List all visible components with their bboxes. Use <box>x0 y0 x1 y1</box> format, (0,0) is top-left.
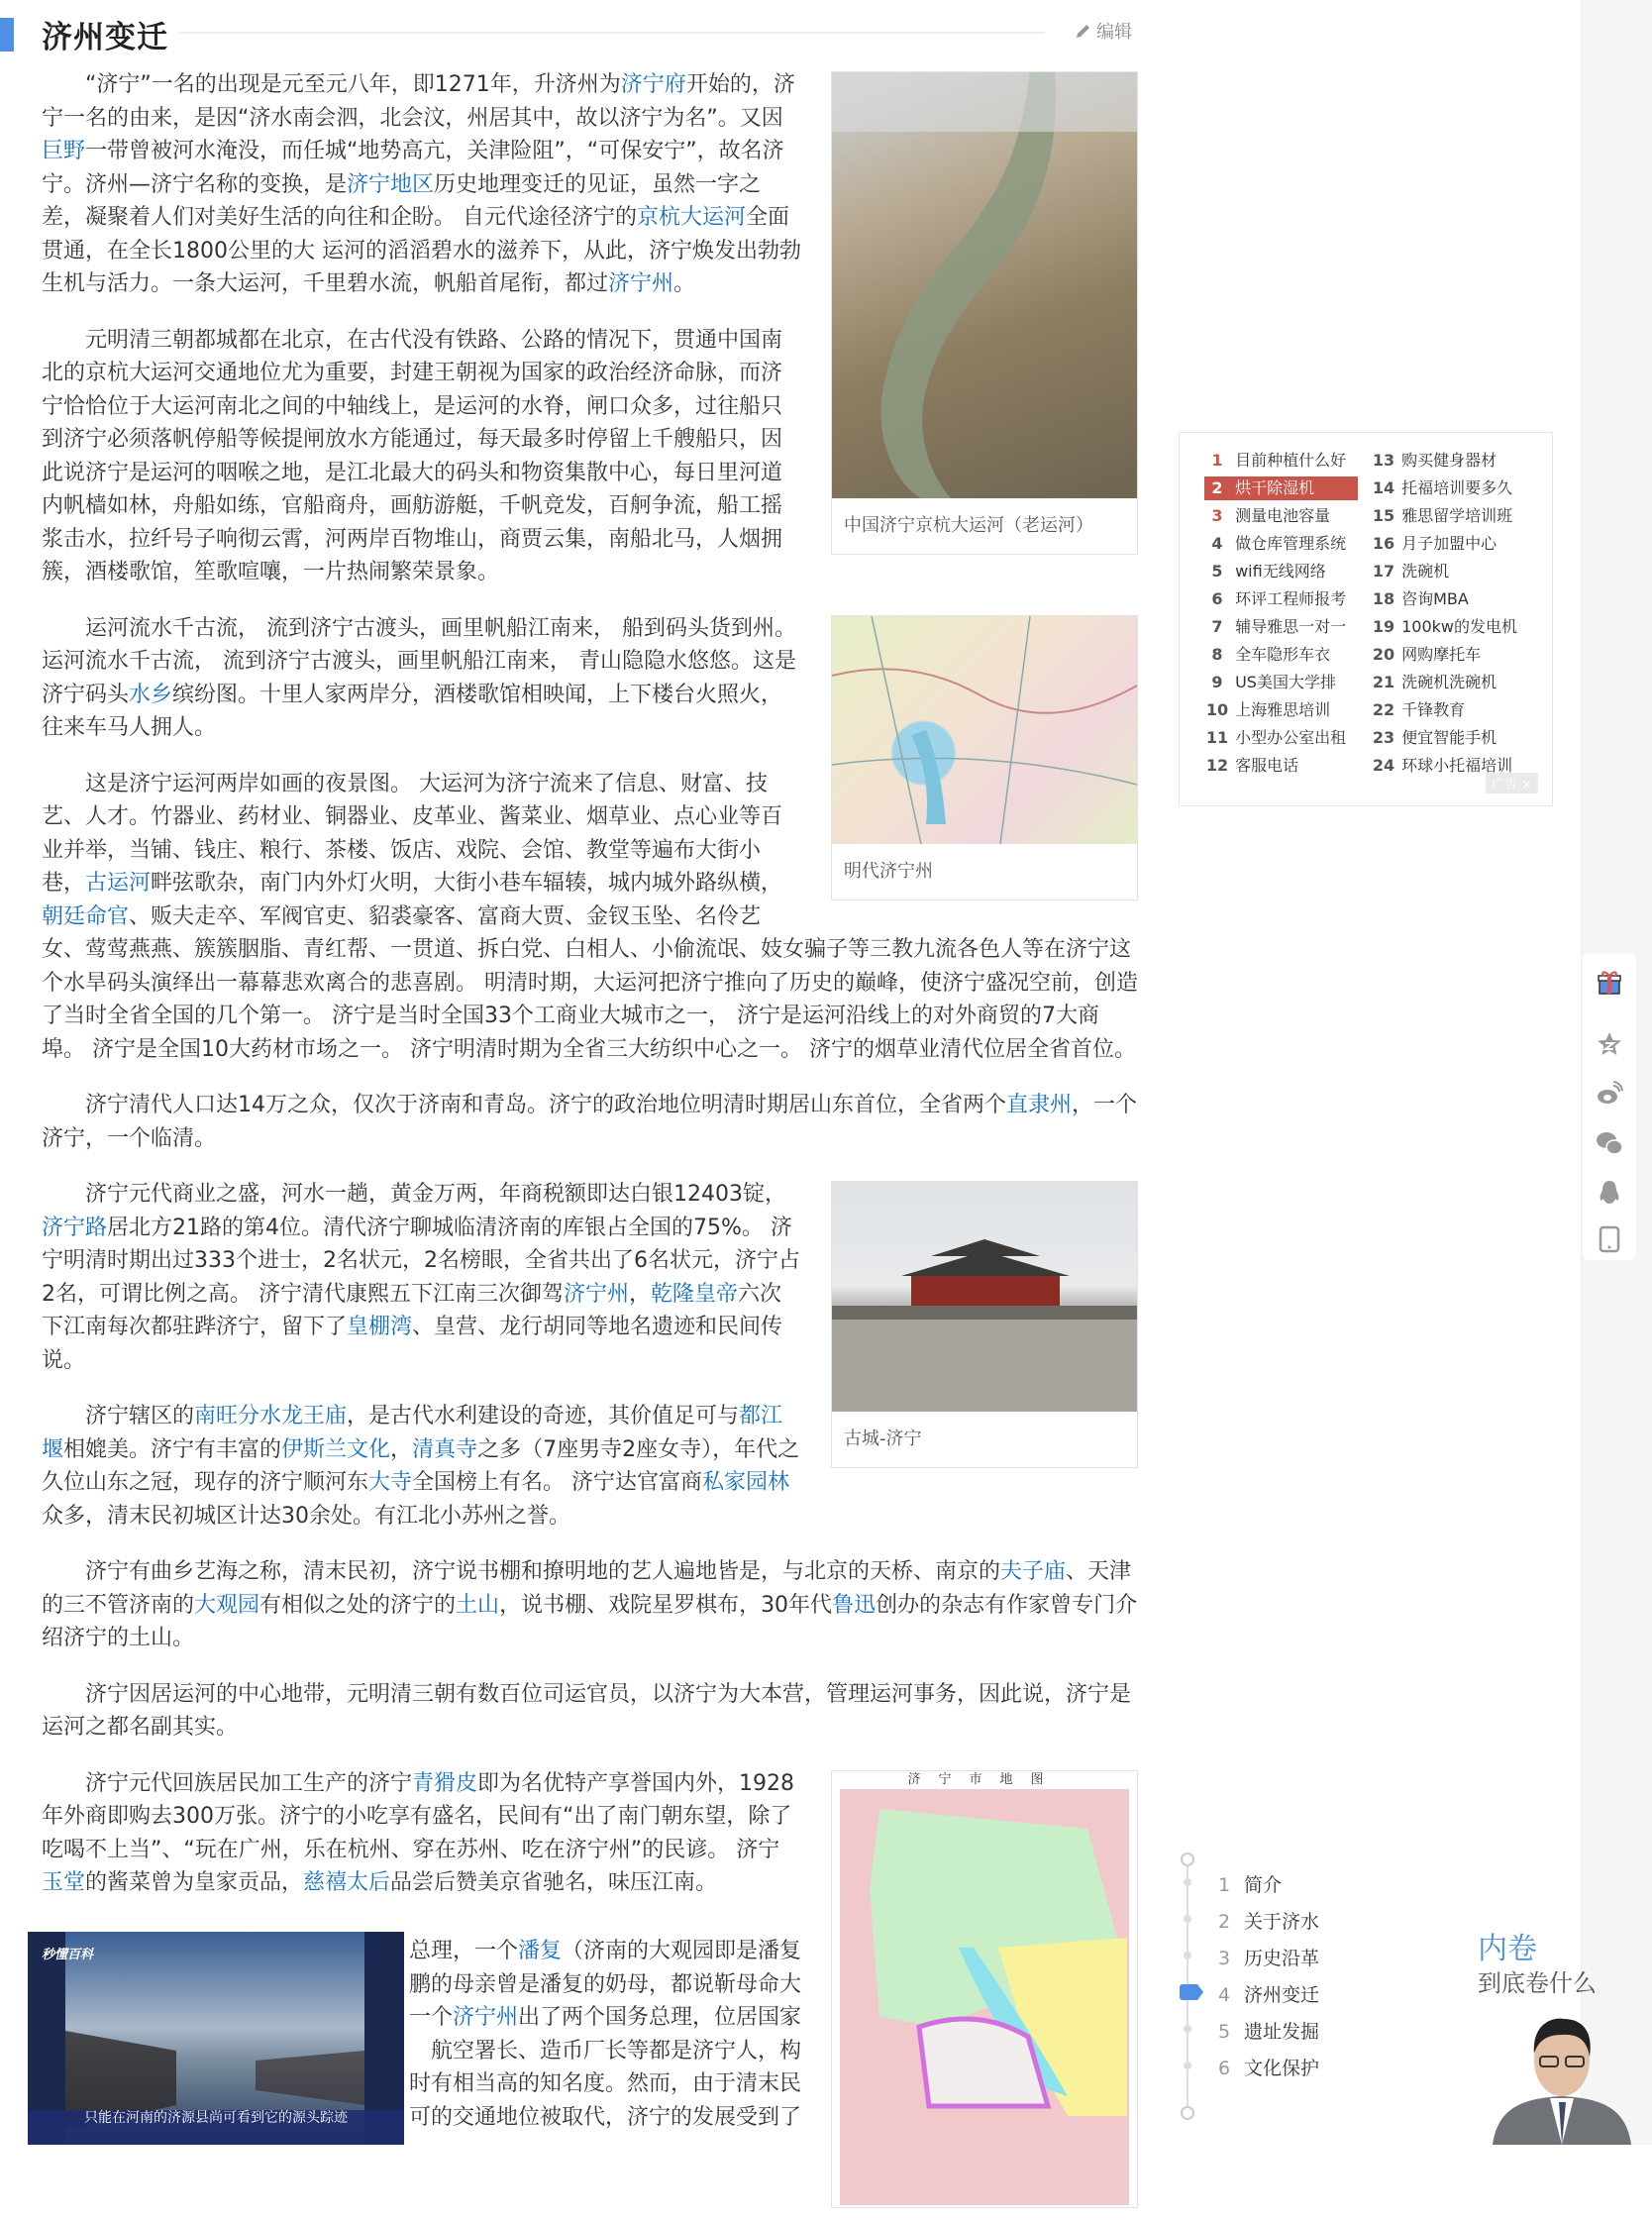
paragraph-text: 即为名优特产享誉国内外，1928年外商即购去300万张。济宁的小吃享有盛名，民间有“出了南门朝东望，除了吃喝不上当”、“玩在广州，乐在杭州、穿在苏州、吃在济宁州”的民谚。 济宁 <box>42 1770 795 1862</box>
paragraph-text: 一带曾被河水淹没，而任城“地势高亢，关津险阻”，“可保安宁”，故名济宁。济州—济宁名称的变换，是 <box>42 139 784 197</box>
ad-keyword-rank: 11 <box>1205 728 1229 747</box>
ad-keyword-rank: 4 <box>1211 534 1223 553</box>
wiki-link[interactable]: 济宁州 <box>608 271 674 296</box>
wiki-link[interactable]: 玉堂 <box>42 1870 86 1895</box>
ad-keyword-rank: 8 <box>1211 645 1223 664</box>
figure-canal[interactable] <box>831 71 1138 555</box>
wiki-link[interactable]: 潘复 <box>517 1939 562 1963</box>
paragraph-line <box>396 1935 801 1968</box>
ad-keyword-link[interactable] <box>1204 754 1358 778</box>
ad-keyword-rank: 19 <box>1372 617 1395 636</box>
toc-number: 2 <box>1218 1911 1231 1933</box>
paragraph-text: 有相似之处的济宁的 <box>259 1592 457 1618</box>
figure-ming-map[interactable] <box>831 615 1138 900</box>
mobile-icon[interactable] <box>1596 1225 1623 1253</box>
ad-keyword-text: 做仓库管理系统 <box>1230 534 1347 553</box>
ad-keyword-rank: 20 <box>1372 645 1395 664</box>
wiki-link[interactable]: 慈禧太后 <box>303 1870 391 1895</box>
promo-presenter-image[interactable] <box>1483 1999 1641 2145</box>
ad-keyword-text: 洗碗机洗碗机 <box>1396 673 1497 691</box>
canal-aerial-image[interactable] <box>832 72 1137 498</box>
ad-keyword-text: 100kw的发电机 <box>1396 617 1517 636</box>
promo-subtitle[interactable]: 到底卷什么 <box>1478 1969 1597 1997</box>
paragraph-text: 全面贯通，在全长1800公里的大 运河的滔滔碧水的滋养下，从此，济宁焕发出勃勃生机与活力。一条大运河，千里碧水流，帆船首尾衔，都过 <box>42 205 801 296</box>
ad-keyword-link[interactable] <box>1204 615 1358 639</box>
ad-keyword-text: 洗碗机 <box>1396 562 1450 581</box>
wiki-link[interactable]: 南旺分水龙王庙 <box>194 1404 348 1428</box>
paragraph-text: 济宁元代回族居民加工生产的济宁 <box>85 1770 413 1796</box>
ad-keyword-link[interactable] <box>1204 560 1358 583</box>
paragraph-text: 济宁因居运河的中心地带，元明清三朝有数百位司运官员，以济宁为大本营，管理运河事务，因此说，济宁是运河之都名副其实。 <box>42 1681 1132 1740</box>
wiki-link[interactable]: 清真寺 <box>412 1436 478 1462</box>
figure-caption: 中国济宁京杭大运河（老运河） <box>844 515 1093 536</box>
toc-item[interactable] <box>1218 1944 1319 1970</box>
ad-label-close[interactable]: 广告 × <box>1486 773 1538 794</box>
ad-keyword-text: 购买健身器材 <box>1396 451 1497 470</box>
paragraph-text: 可的交通地位被取代，济宁的发展受到了 <box>408 2104 801 2130</box>
wiki-link[interactable]: 私家园林 <box>702 1470 790 1495</box>
qzone-icon[interactable] <box>1596 1030 1623 1058</box>
ad-keyword-rank: 9 <box>1211 673 1223 691</box>
paragraph-text: ，一个济宁，一个临清。 <box>42 1093 1138 1151</box>
toc-item[interactable] <box>1218 1870 1282 1897</box>
paragraph-text: 品尝后赞美京省驰名，味压江南。 <box>390 1870 718 1895</box>
ad-keyword-rank: 6 <box>1211 589 1223 608</box>
ad-keyword-text: 上海雅思培训 <box>1230 700 1331 719</box>
wiki-link[interactable]: 乾隆皇帝 <box>651 1281 739 1307</box>
pencil-icon <box>1075 22 1092 40</box>
wiki-link[interactable]: 朝廷命官 <box>42 903 130 929</box>
old-city-gate-image[interactable] <box>832 1182 1137 1412</box>
map-title: 济宁市地图 <box>907 1771 1062 1787</box>
ad-keyword-link[interactable] <box>1204 449 1358 473</box>
qq-icon[interactable] <box>1596 1179 1623 1207</box>
ad-keyword-link[interactable] <box>1371 643 1481 667</box>
paragraph-line <box>396 2001 801 2035</box>
paragraph-text: ，是古代水利建设的奇迹，其价值足可与 <box>347 1404 740 1428</box>
wiki-link[interactable]: 济宁府 <box>620 72 686 97</box>
ad-keyword-link[interactable] <box>1371 726 1497 750</box>
paragraph-text: 的酱菜曾为皇家贡品， <box>85 1870 304 1895</box>
wiki-link[interactable]: 济宁路 <box>42 1215 108 1240</box>
ad-keyword-rank: 14 <box>1372 478 1395 497</box>
paragraph-text: 这是济宁运河两岸如画的夜景图。 大运河为济宁流来了信息、财富、技艺、人才。竹器业、药材业、铜器业、皮革业、酱菜业、烟草业、点心业等百业并举，当铺、钱庄、粮行、茶楼、饭店、戏院、会馆、教堂等遍布大街小巷， <box>42 771 783 896</box>
ad-keyword-rank: 1 <box>1211 451 1223 470</box>
paragraph-text: 济宁清代人口达14万之众，仅次于济南和青岛。济宁的政治地位明清时期居山东首位，全省两个 <box>85 1093 1006 1117</box>
paragraph-text: 一个 <box>408 2005 453 2030</box>
paragraph-text: 济宁元代商业之盛，河水一趟，黄金万两，年商税额即达白银12403锭， <box>85 1182 786 1207</box>
wiki-link[interactable]: 大寺 <box>368 1470 413 1495</box>
paragraph-text: ， <box>390 1436 413 1462</box>
toc-label: 遗址发掘 <box>1244 2021 1320 2043</box>
toc-label: 简介 <box>1244 1874 1283 1896</box>
ad-keyword-rank: 10 <box>1205 700 1229 719</box>
paragraph-text: “济宁”一名的出现是元至元八年，即1271年，升济州为 <box>85 72 621 97</box>
toc-item[interactable] <box>1218 2017 1319 2044</box>
toc-number: 1 <box>1218 1874 1231 1896</box>
paragraph-text: 缤纷图。十里人家两岸分，酒楼歌馆相映闻，上下楼台火照火，往来车马人拥人。 <box>42 682 783 740</box>
paragraph-text: 全国榜上有名。 济宁达官富商 <box>412 1470 703 1495</box>
toc-number: 3 <box>1218 1948 1231 1969</box>
wechat-icon[interactable] <box>1596 1129 1623 1157</box>
ad-keyword-text: 烘干除湿机 <box>1230 478 1315 497</box>
paragraph-text: 、皇营、龙行胡同等地名遗迹和民间传说。 <box>42 1315 783 1373</box>
ad-keyword-rank: 12 <box>1205 756 1229 775</box>
ad-keyword-text: 目前种植什么好 <box>1230 451 1347 470</box>
ad-keyword-rank: 2 <box>1211 478 1223 497</box>
ad-keyword-rank: 24 <box>1372 756 1395 775</box>
ad-keyword-rank: 3 <box>1211 506 1223 525</box>
toc-dot <box>1184 1878 1191 1886</box>
paragraph-text: 航空署长、造币厂长等都是济宁人，构 <box>430 2038 801 2063</box>
wiki-link[interactable]: 都江堰 <box>42 1404 783 1462</box>
paragraph-text: 济宁辖区的 <box>85 1404 195 1428</box>
figure-old-city[interactable] <box>831 1181 1138 1468</box>
wiki-link[interactable]: 青猾皮 <box>412 1770 478 1796</box>
section-accent-bar <box>0 18 14 52</box>
ad-keyword-text: 测量电池容量 <box>1230 506 1331 525</box>
ad-keyword-text: 咨询MBA <box>1396 589 1469 608</box>
paragraph-text: ， <box>629 1281 652 1307</box>
toc-label: 关于济水 <box>1244 1911 1320 1933</box>
paragraph-line <box>396 1968 801 2002</box>
ad-keyword-link[interactable] <box>1204 698 1358 722</box>
paragraph-text: 总理，一个 <box>408 1939 518 1963</box>
section-title: 济州变迁 <box>42 20 168 55</box>
paragraph-text: ，说书棚、戏院星罗棋布，30年代 <box>499 1592 833 1618</box>
ad-keyword-rank: 23 <box>1372 728 1395 747</box>
paragraph-line <box>396 2035 801 2068</box>
paragraph-text: 出了两个国务总理，位居国家 <box>517 2005 801 2030</box>
toc-number: 6 <box>1218 2058 1231 2079</box>
ad-keyword-link[interactable] <box>1371 615 1517 639</box>
wiki-link[interactable]: 古运河 <box>85 871 152 896</box>
ad-keyword-link[interactable] <box>1204 476 1358 500</box>
ad-keyword-text: 客服电话 <box>1230 756 1299 775</box>
paragraph-line <box>396 2101 801 2135</box>
video-subtitle: 只能在河南的济源县尚可看到它的源头踪迹 <box>84 2110 348 2126</box>
ad-keyword-link[interactable] <box>1371 754 1512 778</box>
paragraph-text: 开始的，济宁一名的由来，是因“济水南会泗，北会汶，州居其中，故以济宁为名”。又因 <box>42 72 795 131</box>
jining-city-map-image[interactable] <box>832 1771 1137 2207</box>
ad-keyword-text: 托福培训要多久 <box>1396 478 1513 497</box>
paragraph <box>42 1678 1138 1745</box>
ad-keyword-rank: 15 <box>1372 506 1395 525</box>
ad-keyword-rank: 5 <box>1211 562 1223 581</box>
wiki-link[interactable]: 济宁州 <box>452 2005 518 2030</box>
toc-label: 济州变迁 <box>1244 1984 1320 2006</box>
paragraph-text: 畔弦歌杂，南门内外灯火明，大街小巷车辐辏，城内城外路纵横， <box>151 871 783 896</box>
ad-keyword-text: 小型办公室出租 <box>1230 728 1347 747</box>
edit-label: 编辑 <box>1096 22 1132 43</box>
paragraph <box>42 1089 1138 1155</box>
wiki-link[interactable]: 鲁迅 <box>832 1592 877 1618</box>
ad-keyword-rank: 17 <box>1372 562 1395 581</box>
ad-keyword-link[interactable] <box>1371 587 1469 611</box>
paragraph <box>42 1555 1138 1655</box>
paragraph-text: 元明清三朝都城都在北京，在古代没有铁路、公路的情况下，贯通中国南北的京杭大运河交通地位尤为重要，封建王朝视为国家的政治经济命脉，而济宁恰恰位于大运河南北之间的中轴线上，是运河的水脊，闸口众多，过往船只到济宁必须落帆停船等候提闸放水方能通过，每天最多时停留上千艘船只，因此说济宁是运河的咽喉之地，是江北最大的码头和物资集散中心，每日里河道内帆樯如林，舟船如练，官船商舟，画舫游艇，千帆竞发，百舸争流，船工摇浆击水，拉纤号子响彻云霄，河两岸百物堆山，商贾云集，南船北马，人烟拥簇，酒楼歌馆，笙歌喧嚷，一片热闹繁荣景象。 <box>42 327 783 584</box>
ad-keyword-link[interactable] <box>1204 504 1358 528</box>
promo-title[interactable]: 内卷 <box>1478 1932 1537 1966</box>
ad-keyword-link[interactable] <box>1371 449 1497 473</box>
ad-keyword-text: 全车隐形车衣 <box>1230 645 1331 664</box>
paragraph-text: 创办的杂志有作家曾专门介绍济宁的土山。 <box>42 1592 1138 1650</box>
ad-keyword-link[interactable] <box>1204 532 1358 556</box>
toc-dot <box>1184 1952 1191 1959</box>
figure-caption: 古城-济宁 <box>844 1428 922 1449</box>
wiki-link[interactable]: 水乡 <box>129 682 173 707</box>
wiki-link[interactable]: 大观园 <box>194 1592 260 1618</box>
edit-button[interactable] <box>1075 18 1132 44</box>
paragraph-text: 相媲美。济宁有丰富的 <box>63 1436 282 1462</box>
ad-keyword-rank: 7 <box>1211 617 1223 636</box>
figure-city-map[interactable] <box>831 1770 1138 2208</box>
paragraph-text: 运河流水千古流， 流到济宁古渡头，画里帆船江南来， 船到码头货到州。运河流水千古流， 流到济宁古渡头，画里帆船江南来， 青山隐隐水悠悠。这是济宁码头 <box>42 615 796 707</box>
ad-keyword-box <box>1179 432 1553 806</box>
paragraph-text: 历史地理变迁的见证，虽然一字之差，凝聚着人们对美好生活的向往和企盼。 自元代途径济宁的 <box>42 171 762 230</box>
toc-label: 文化保护 <box>1244 2058 1320 2079</box>
ad-keyword-text: wifi无线网络 <box>1230 562 1326 581</box>
toc-dot <box>1184 2025 1191 2033</box>
ad-keyword-text: US美国大学排 <box>1230 673 1336 691</box>
ad-keyword-link[interactable] <box>1204 671 1358 694</box>
wiki-link[interactable]: 京杭大运河 <box>637 205 747 230</box>
ad-keyword-text: 便宜智能手机 <box>1396 728 1497 747</box>
share-toolbar <box>1583 953 1636 1260</box>
paragraph-text: 之多（7座男寺2座女寺），年代之久位山东之冠，现存的济宁顺河东 <box>42 1436 800 1495</box>
wiki-link[interactable]: 济宁州 <box>564 1281 630 1307</box>
wiki-link[interactable]: 伊斯兰文化 <box>281 1436 391 1462</box>
ad-keyword-text: 环球小托福培训 <box>1396 756 1513 775</box>
paragraph-text: 、天津的三不管济南的 <box>42 1559 1132 1618</box>
toc-dot <box>1184 2062 1191 2069</box>
toc-item[interactable] <box>1218 1980 1319 2007</box>
paragraph-text: 六次下江南每次都驻跸济宁，留下了 <box>42 1281 782 1339</box>
paragraph-text: 济宁有曲乡艺海之称，清末民初，济宁说书棚和撩明地的艺人遍地皆是，与北京的天桥、南京的 <box>85 1559 1001 1584</box>
ad-keyword-text: 雅思留学培训班 <box>1396 506 1513 525</box>
figure-caption: 明代济宁州 <box>844 860 933 882</box>
toc-active-marker <box>1180 1984 1203 2000</box>
video-logo: 秒懂百科 <box>42 1948 94 1962</box>
ad-keyword-link[interactable] <box>1204 643 1358 667</box>
wiki-link[interactable]: 皇棚湾 <box>347 1315 413 1339</box>
ad-keyword-rank: 21 <box>1372 673 1395 691</box>
toc-item[interactable] <box>1218 2054 1319 2080</box>
ad-keyword-link[interactable] <box>1371 698 1465 722</box>
toc-dot <box>1184 1915 1191 1923</box>
paragraph-text: 鹏的母亲曾是潘复的奶母，都说靳母命大 <box>408 1971 801 1997</box>
ad-keyword-link[interactable] <box>1371 476 1512 500</box>
ad-keyword-link[interactable] <box>1371 532 1497 556</box>
wiki-link[interactable]: 夫子庙 <box>1000 1559 1067 1584</box>
ad-keyword-link[interactable] <box>1204 726 1358 750</box>
ad-keyword-text: 网购摩托车 <box>1396 645 1482 664</box>
paragraph-text: 众多，清末民初城区计达30余处。有江北小苏州之誉。 <box>42 1503 570 1529</box>
toc-number: 5 <box>1218 2021 1231 2043</box>
wiki-link[interactable]: 土山 <box>456 1592 500 1618</box>
ad-keyword-rank: 22 <box>1372 700 1395 719</box>
ad-keyword-link[interactable] <box>1371 671 1497 694</box>
ad-keyword-text: 辅导雅思一对一 <box>1230 617 1347 636</box>
paragraph-text: （济南的大观园即是潘复 <box>561 1939 801 1963</box>
paragraph-text: 时有相当高的知名度。然而，由于清末民 <box>408 2071 801 2096</box>
article-content <box>42 68 1138 2222</box>
wiki-link[interactable]: 直隶州 <box>1006 1093 1073 1117</box>
paragraph-text: 。 <box>673 271 696 296</box>
toc-label: 历史沿革 <box>1244 1948 1320 1969</box>
toc-number: 4 <box>1218 1984 1231 2006</box>
ad-keyword-rank: 18 <box>1372 589 1395 608</box>
ad-keyword-link[interactable] <box>1371 504 1512 528</box>
toc-start-circle <box>1181 1852 1194 1866</box>
obscured-paragraph <box>396 1935 801 2134</box>
ad-keyword-text: 千锋教育 <box>1396 700 1466 719</box>
weibo-icon[interactable] <box>1596 1080 1623 1108</box>
wiki-link[interactable]: 济宁地区 <box>347 171 435 197</box>
paragraph-text: 居北方21路的第4位。清代济宁聊城临清济南的库银占全国的75%。 济宁明清时期出过333个进士，2名状元，2名榜眼，全省共出了6名状元，济宁占2名，可谓比例之高。 济宁清代康熙五下江南三次御驾 <box>42 1215 800 1307</box>
title-divider <box>178 32 1045 34</box>
ad-keyword-rank: 16 <box>1372 534 1395 553</box>
ad-keyword-rank: 13 <box>1372 451 1395 470</box>
paragraph-text: 、贩夫走卒、军阀官吏、貂裘豪客、富商大贾、金钗玉坠、名伶艺女、莺莺燕燕、簇簇胭脂、青红帮、一贯道、拆白党、白相人、小偷流氓、妓女骗子等三教九流各色人等在济宁这个水旱码头演绎出一幕幕悲欢离合的悲喜剧。 明清时期，大运河把济宁推向了历史的巅峰，使济宁盛况空前，创造了当时全省全国的几个第一。 济宁是当时全国33个工商业大城市之一， 济宁是运河沿线上的对外商贸的7大商埠。 济宁是全国10大药材市场之一。 济宁明清时期为全省三大纺织中心之一。 济宁的烟草业清代位居全省首位。 <box>42 903 1138 1062</box>
wiki-link[interactable]: 巨野 <box>42 139 86 163</box>
gift-icon[interactable] <box>1596 968 1623 996</box>
ad-keyword-text: 环评工程师报考 <box>1230 589 1347 608</box>
ming-jining-map-image[interactable] <box>832 616 1137 844</box>
toc-item[interactable] <box>1218 1907 1319 1934</box>
paragraph-line <box>396 2067 801 2101</box>
floating-video-player[interactable] <box>28 1932 404 2145</box>
ad-keyword-text: 月子加盟中心 <box>1396 534 1497 553</box>
ad-keyword-link[interactable] <box>1204 587 1358 611</box>
ad-keyword-link[interactable] <box>1371 560 1449 583</box>
toc-end-circle <box>1181 2106 1194 2120</box>
